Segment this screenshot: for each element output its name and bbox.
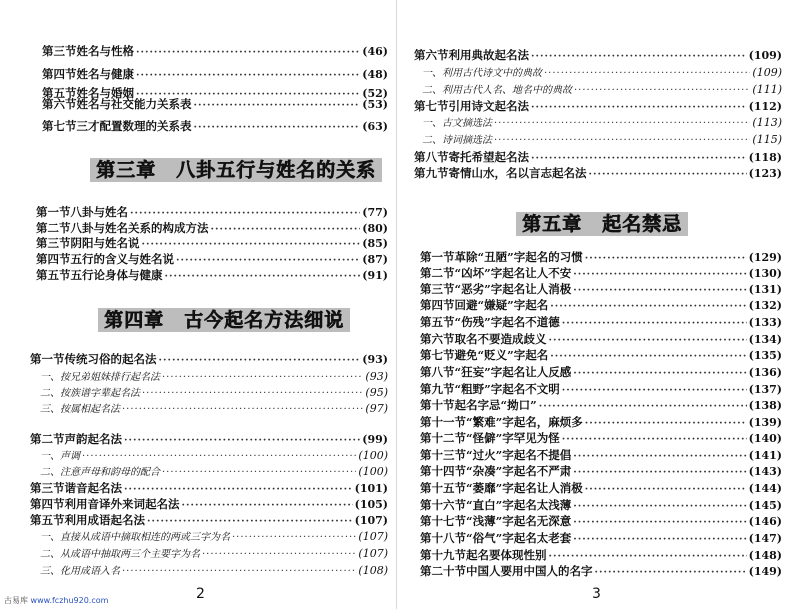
- toc-entry[interactable]: [420, 365, 782, 379]
- toc-subentry[interactable]: [422, 116, 782, 130]
- section-title: 寄托希望起名法: [448, 150, 529, 164]
- dot-leader: [595, 566, 747, 580]
- section-title: 姓名与社交能力关系表: [76, 97, 192, 111]
- section-title: “狂妄”字起名让人反感: [454, 365, 572, 379]
- section-number: 第九节: [414, 166, 449, 180]
- dot-leader: [573, 533, 746, 547]
- toc-entry[interactable]: [420, 531, 782, 545]
- section-title: 取名不要造成歧义: [454, 332, 547, 346]
- toc-entry[interactable]: [420, 298, 782, 312]
- toc-entry[interactable]: [420, 398, 782, 412]
- dot-leader: [142, 387, 363, 401]
- toc-entry[interactable]: [36, 252, 388, 266]
- section-number: 第六节: [414, 48, 449, 62]
- dot-leader: [550, 350, 746, 364]
- subsection-title: 二、从成语中抽取两三个主要字为名: [40, 549, 200, 560]
- toc-entry[interactable]: [42, 44, 388, 58]
- dot-leader: [573, 284, 746, 298]
- dot-leader: [549, 550, 747, 564]
- dot-leader: [573, 367, 746, 381]
- page-ref: (93): [362, 353, 388, 366]
- subsection-title: 三、按属相起名法: [40, 404, 120, 415]
- page-ref: (115): [752, 133, 782, 146]
- section-title: 引用诗文起名法: [448, 99, 529, 113]
- page-ref: (107): [358, 547, 388, 560]
- section-number: 第五节: [36, 268, 71, 282]
- page-ref: (93): [365, 370, 388, 383]
- toc-subentry[interactable]: [422, 66, 782, 80]
- page-ref: (145): [748, 499, 782, 512]
- section-title: “俗气”字起名太老套: [466, 531, 572, 545]
- page-ref: (53): [362, 98, 388, 111]
- section-number: 第十节: [420, 398, 455, 412]
- section-title: 三才配置数理的关系表: [76, 119, 192, 133]
- dot-leader: [573, 500, 746, 514]
- dot-leader: [136, 69, 360, 83]
- subsection-title: 二、注意声母和韵母的配合: [40, 467, 160, 478]
- dot-leader: [176, 254, 360, 268]
- page-ref: (131): [748, 283, 782, 296]
- section-number: 第六节: [420, 332, 455, 346]
- dot-leader: [122, 403, 363, 417]
- toc-entry[interactable]: [414, 48, 782, 62]
- section-title: “伤残”字起名不道德: [454, 315, 560, 329]
- dot-leader: [585, 252, 747, 266]
- dot-leader: [531, 101, 747, 115]
- dot-leader: [531, 50, 747, 64]
- section-title: 姓名与健康: [76, 67, 134, 81]
- section-title: 起名字忌“拗口”: [454, 398, 537, 412]
- dot-leader: [574, 84, 750, 98]
- toc-entry[interactable]: [420, 498, 782, 512]
- page-ref: (48): [362, 68, 388, 81]
- dot-leader: [562, 317, 747, 331]
- toc-entry[interactable]: [420, 382, 782, 396]
- toc-entry[interactable]: [414, 99, 782, 113]
- section-number: 第三节: [42, 44, 77, 58]
- page-ref: (105): [354, 498, 388, 511]
- section-title: 避免“贬义”字起名: [454, 348, 549, 362]
- page-ref: (85): [362, 237, 388, 250]
- page-ref: (138): [748, 399, 782, 412]
- dot-leader: [147, 515, 353, 529]
- section-title: “直白”字起名太浅薄: [466, 498, 572, 512]
- section-number: 第七节: [414, 99, 449, 113]
- subsection-title: 三、化用成语入名: [40, 566, 120, 577]
- toc-entry[interactable]: [30, 352, 388, 366]
- page-ref: (141): [748, 449, 782, 462]
- toc-entry[interactable]: [420, 481, 782, 495]
- toc-entry[interactable]: [30, 432, 388, 446]
- page-number: 3: [592, 586, 601, 602]
- page-ref: (100): [358, 449, 388, 462]
- section-title: 回避“嫌疑”字起名: [454, 298, 549, 312]
- subsection-title: 一、古文摘选法: [422, 118, 492, 129]
- toc-entry[interactable]: [420, 348, 782, 362]
- page-number: 2: [196, 586, 205, 602]
- toc-subentry[interactable]: [40, 530, 388, 544]
- dot-leader: [232, 531, 356, 545]
- toc-entry[interactable]: [42, 119, 388, 133]
- page-ref: (144): [748, 482, 782, 495]
- dot-leader: [124, 483, 353, 497]
- dot-leader: [159, 354, 361, 368]
- section-number: 第三节: [420, 282, 455, 296]
- page-ref: (130): [748, 267, 782, 280]
- toc-entry[interactable]: [420, 250, 782, 264]
- section-number: 第十六节: [420, 498, 466, 512]
- toc-entry[interactable]: [420, 564, 782, 578]
- page-ref: (80): [362, 222, 388, 235]
- dot-leader: [585, 483, 747, 497]
- dot-leader: [573, 516, 746, 530]
- section-title: 姓名与婚姻: [76, 86, 134, 100]
- dot-leader: [136, 46, 360, 60]
- dot-leader: [122, 565, 356, 579]
- page-ref: (132): [748, 299, 782, 312]
- section-title: “萎靡”字起名让人消极: [466, 481, 583, 495]
- right-page: [398, 0, 793, 609]
- dot-leader: [573, 268, 746, 282]
- page-ref: (146): [748, 515, 782, 528]
- subsection-title: 二、诗词摘选法: [422, 135, 492, 146]
- page-ref: (107): [354, 514, 388, 527]
- section-number: 第十八节: [420, 531, 466, 545]
- toc-entry[interactable]: [30, 481, 388, 495]
- subsection-title: 二、按族谱字辈起名法: [40, 388, 140, 399]
- page-ref: (97): [365, 402, 388, 415]
- page-ref: (99): [362, 433, 388, 446]
- toc-subentry[interactable]: [40, 386, 388, 400]
- chapter-title: 第三章 八卦五行与姓名的关系: [96, 159, 377, 181]
- section-number: 第一节: [30, 352, 65, 366]
- section-title: 八卦与姓名关系的构成方法: [70, 221, 209, 235]
- toc-entry[interactable]: [420, 415, 782, 429]
- dot-leader: [585, 417, 747, 431]
- toc-subentry[interactable]: [40, 465, 388, 479]
- section-number: 第一节: [36, 205, 71, 219]
- toc-entry[interactable]: [42, 97, 388, 111]
- dot-leader: [589, 168, 747, 182]
- page-ref: (147): [748, 532, 782, 545]
- section-title: 五行论身体与健康: [70, 268, 163, 282]
- dot-leader: [573, 450, 746, 464]
- toc-entry[interactable]: [42, 67, 388, 81]
- subsection-title: 一、按兄弟姐妹排行起名法: [40, 372, 160, 383]
- section-number: 第七节: [420, 348, 455, 362]
- section-title: 利用音译外来词起名法: [64, 497, 180, 511]
- page-ref: (112): [748, 100, 782, 113]
- section-number: 第十四节: [420, 464, 466, 478]
- page-ref: (113): [752, 116, 782, 129]
- chapter-title: 第五章 起名禁忌: [522, 213, 683, 235]
- section-number: 第五节: [30, 513, 65, 527]
- toc-entry[interactable]: [420, 448, 782, 462]
- toc-entry[interactable]: [414, 150, 782, 164]
- toc-entry[interactable]: [36, 205, 388, 219]
- toc-entry[interactable]: [36, 236, 388, 250]
- dot-leader: [142, 238, 361, 252]
- page-ref: (108): [358, 564, 388, 577]
- section-number: 第九节: [420, 382, 455, 396]
- section-title: 利用成语起名法: [64, 513, 145, 527]
- toc-entry[interactable]: [420, 431, 782, 445]
- toc-entry[interactable]: [420, 266, 782, 280]
- subsection-title: 一、利用古代诗文中的典故: [422, 68, 542, 79]
- dot-leader: [124, 434, 360, 448]
- section-title: 传统习俗的起名法: [64, 352, 157, 366]
- dot-leader: [182, 499, 353, 513]
- chapter-5-heading[interactable]: [522, 210, 682, 238]
- page-ref: (101): [354, 482, 388, 495]
- dot-leader: [544, 67, 750, 81]
- dot-leader: [531, 152, 747, 166]
- section-number: 第十五节: [420, 481, 466, 495]
- watermark-url[interactable]: www.fczhu920.com: [30, 596, 109, 605]
- dot-leader: [494, 134, 750, 148]
- subsection-title: 一、声调: [40, 451, 80, 462]
- page-ref: (111): [752, 83, 782, 96]
- toc-entry[interactable]: [420, 315, 782, 329]
- dot-leader: [194, 99, 361, 113]
- page-ref: (137): [748, 383, 782, 396]
- toc-entry[interactable]: [30, 513, 388, 527]
- toc-entry[interactable]: [420, 514, 782, 528]
- section-title: “杂凑”字起名不严肃: [466, 464, 572, 478]
- section-number: 第二十节: [420, 564, 466, 578]
- dot-leader: [82, 450, 356, 464]
- toc-entry[interactable]: [420, 282, 782, 296]
- page-ref: (91): [362, 269, 388, 282]
- dot-leader: [130, 207, 360, 221]
- section-title: 利用典故起名法: [448, 48, 529, 62]
- page-ref: (63): [362, 120, 388, 133]
- section-number: 第二节: [420, 266, 455, 280]
- section-number: 第二节: [36, 221, 71, 235]
- toc-subentry[interactable]: [40, 370, 388, 384]
- section-number: 第八节: [420, 365, 455, 379]
- section-number: 第十七节: [420, 514, 466, 528]
- toc-subentry[interactable]: [40, 402, 388, 416]
- chapter-3-heading[interactable]: [96, 156, 376, 184]
- section-title: “粗野”字起名不文明: [454, 382, 560, 396]
- section-number: 第五节: [420, 315, 455, 329]
- section-title: “凶坏”字起名让人不安: [454, 266, 572, 280]
- page-ref: (148): [748, 549, 782, 562]
- section-title: “繁难”字起名，麻烦多: [466, 415, 583, 429]
- dot-leader: [162, 466, 356, 480]
- section-title: 阴阳与姓名说: [70, 236, 140, 250]
- section-number: 第二节: [30, 432, 65, 446]
- dot-leader: [165, 270, 361, 284]
- page-ref: (46): [362, 45, 388, 58]
- page-ref: (52): [362, 87, 388, 100]
- section-number: 第三节: [36, 236, 71, 250]
- section-title: 中国人要用中国人的名字: [466, 564, 593, 578]
- page-ref: (133): [748, 316, 782, 329]
- section-number: 第十九节: [420, 548, 466, 562]
- section-title: “过火”字起名不提倡: [466, 448, 572, 462]
- page-ref: (77): [362, 206, 388, 219]
- page-ref: (123): [748, 167, 782, 180]
- dot-leader: [562, 384, 747, 398]
- dot-leader: [562, 433, 747, 447]
- dot-leader: [573, 466, 746, 480]
- toc-entry[interactable]: [420, 464, 782, 478]
- section-title: “怪僻”字罕见为怪: [466, 431, 560, 445]
- page-ref: (129): [748, 251, 782, 264]
- page-ref: (100): [358, 465, 388, 478]
- page-ref: (134): [748, 333, 782, 346]
- page-ref: (140): [748, 432, 782, 445]
- page-ref: (109): [752, 66, 782, 79]
- dot-leader: [549, 334, 747, 348]
- dot-leader: [494, 117, 750, 131]
- page-ref: (107): [358, 530, 388, 543]
- dot-leader: [162, 371, 363, 385]
- page-ref: (135): [748, 349, 782, 362]
- chapter-4-heading[interactable]: [104, 306, 344, 334]
- toc-subentry[interactable]: [40, 547, 388, 561]
- watermark-site: 古易库: [4, 596, 28, 605]
- section-number: 第十三节: [420, 448, 466, 462]
- toc-entry[interactable]: [36, 268, 388, 282]
- section-number: 第八节: [414, 150, 449, 164]
- toc-entry[interactable]: [420, 332, 782, 346]
- toc-subentry[interactable]: [40, 564, 388, 578]
- dot-leader: [194, 121, 361, 135]
- section-number: 第十一节: [420, 415, 466, 429]
- section-number: 第六节: [42, 97, 77, 111]
- page-ref: (136): [748, 366, 782, 379]
- dot-leader: [211, 223, 361, 237]
- toc-subentry[interactable]: [40, 449, 388, 463]
- section-title: 声韵起名法: [64, 432, 122, 446]
- watermark: [4, 595, 108, 606]
- page-ref: (149): [748, 565, 782, 578]
- toc-entry[interactable]: [36, 221, 388, 235]
- page-ref: (139): [748, 416, 782, 429]
- section-title: 谐音起名法: [64, 481, 122, 495]
- toc-subentry[interactable]: [422, 133, 782, 147]
- toc-entry[interactable]: [414, 166, 782, 180]
- section-number: 第一节: [420, 250, 455, 264]
- section-number: 第四节: [30, 497, 65, 511]
- dot-leader: [202, 548, 356, 562]
- page-ref: (87): [362, 253, 388, 266]
- section-title: 寄情山水，名以言志起名法: [448, 166, 587, 180]
- section-title: “浅薄”字起名无深意: [466, 514, 572, 528]
- page-ref: (143): [748, 465, 782, 478]
- section-title: 姓名与性格: [76, 44, 134, 58]
- page-ref: (118): [748, 151, 782, 164]
- subsection-title: 二、利用古代人名、地名中的典故: [422, 85, 572, 96]
- section-title: 五行的含义与姓名说: [70, 252, 174, 266]
- chapter-title: 第四章 古今起名方法细说: [104, 309, 345, 331]
- toc-entry[interactable]: [420, 548, 782, 562]
- toc-subentry[interactable]: [422, 83, 782, 97]
- dot-leader: [550, 300, 746, 314]
- dot-leader: [539, 400, 747, 414]
- section-title: 八卦与姓名: [70, 205, 128, 219]
- section-number: 第七节: [42, 119, 77, 133]
- section-title: 起名要体现性别: [466, 548, 547, 562]
- section-number: 第十二节: [420, 431, 466, 445]
- section-title: “恶劣”字起名让人消极: [454, 282, 572, 296]
- section-number: 第四节: [36, 252, 71, 266]
- section-number: 第四节: [420, 298, 455, 312]
- page-ref: (95): [365, 386, 388, 399]
- section-title: 革除“丑陋”字起名的习惯: [454, 250, 583, 264]
- section-number: 第五节: [42, 86, 77, 100]
- toc-entry[interactable]: [30, 497, 388, 511]
- page-ref: (109): [748, 49, 782, 62]
- section-number: 第四节: [42, 67, 77, 81]
- section-number: 第三节: [30, 481, 65, 495]
- subsection-title: 一、直接从成语中摘取相连的两或三字为名: [40, 532, 230, 543]
